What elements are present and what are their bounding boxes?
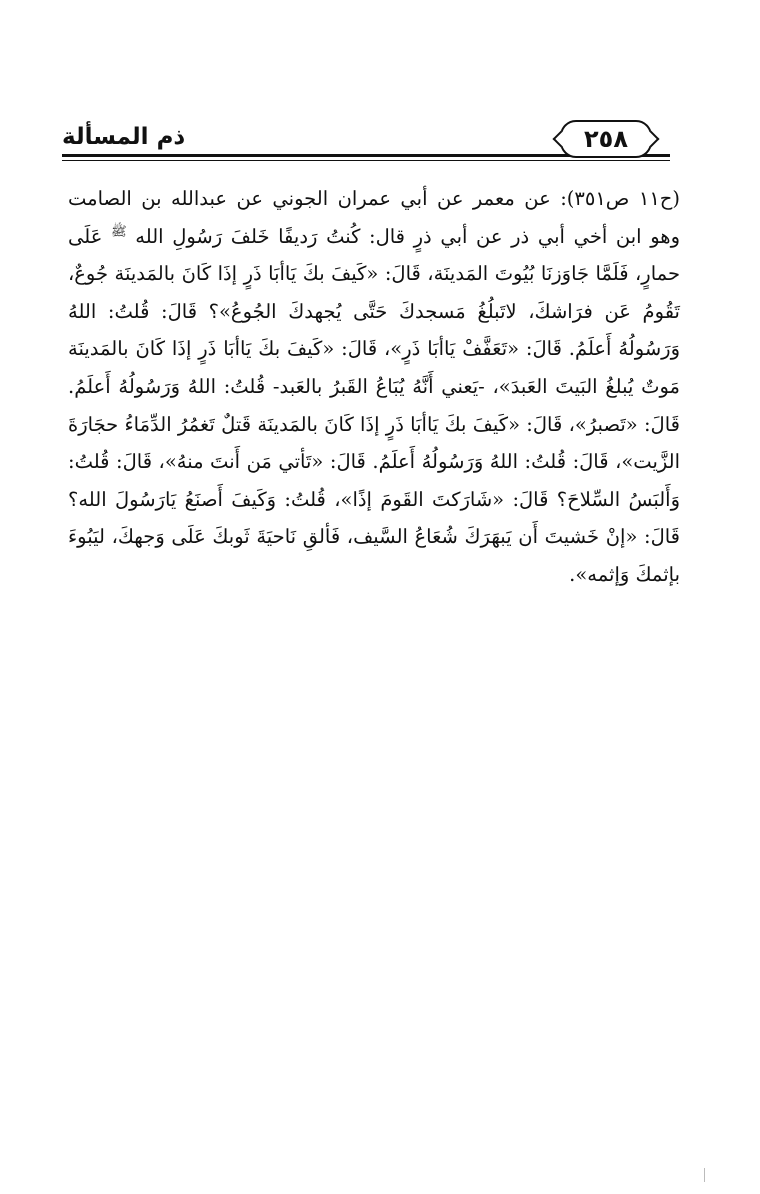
- hadith-text-part-2: عَلَى حمارٍ، فَلَمَّا جَاوَزنَا بُيُوتَ المَدينَة، قَالَ: «كَيفَ بكَ يَاأبَا ذَرٍ إذَا كَانَ بالمَدينَة جُوعٌ، تَقُومُ عَن فرَاشكَ، لاتَبلُغُ مَسجدكَ حَتَّى يُجهدكَ الجُوعُ»؟ قَالَ: قُلتُ: اللهُ وَرَسُولُهُ أَعلَمُ. قَالَ: «تَعَفَّفْ يَاأبَا ذَرٍ»، قَالَ: «كَيفَ بكَ يَاأبَا ذَرٍ إذَا كَانَ بالمَدينَة مَوتٌ يُبلغُ البَيتَ العَبدَ»، -يَعني أَنَّهُ يُبَاعُ القَبرُ بالعَبد- قُلتُ: اللهُ وَرَسُولُهُ أَعلَمُ. قَالَ: «تَصبرُ»، قَالَ: «كَيفَ بكَ يَاأبَا ذَرٍ إذَا كَانَ بالمَدينَة قَتلٌ تَغمُرُ الدِّمَاءُ حجَارَةَ الزَّيت»، قَالَ: قُلتُ: اللهُ وَرَسُولُهُ أَعلَمُ. قَالَ: «تَأتي مَن أَنتَ منهُ»، قَالَ: قُلتُ: وَأَلبَسُ السِّلاحَ؟ قَالَ: «شَارَكتَ القَومَ إذًا»، قُلتُ: وَكَيفَ أَصنَعُ يَارَسُولَ الله؟ قَالَ: «إنْ خَشيتَ أَن يَبهَرَكَ شُعَاعُ السَّيف، فَألقِ نَاحيَةَ ثَوبكَ عَلَى وَجهكَ، ليَبُوءَ بإثمكَ وَإثمه».: [68, 224, 680, 586]
- page-edge-mark: [704, 1168, 705, 1182]
- salawat-mark: ﷺ: [110, 224, 127, 240]
- page-number: ٢٥٨: [584, 125, 628, 153]
- hadith-text-part-1: (ح١١ ص٣٥١): عن معمر عن أبي عمران الجوني عن عبدالله بن الصامت وهو ابن أخي أبي ذر عن أبي ذرٍ قال: كُنتُ رَديفًا خَلفَ رَسُولِ الله: [68, 187, 680, 248]
- running-title: ذم المسألة: [62, 122, 222, 152]
- page-number-ornament: [560, 120, 652, 158]
- header-rule-thin: [62, 160, 670, 161]
- hadith-paragraph: [68, 180, 680, 594]
- main-text: [68, 180, 680, 594]
- page-header: [62, 118, 670, 170]
